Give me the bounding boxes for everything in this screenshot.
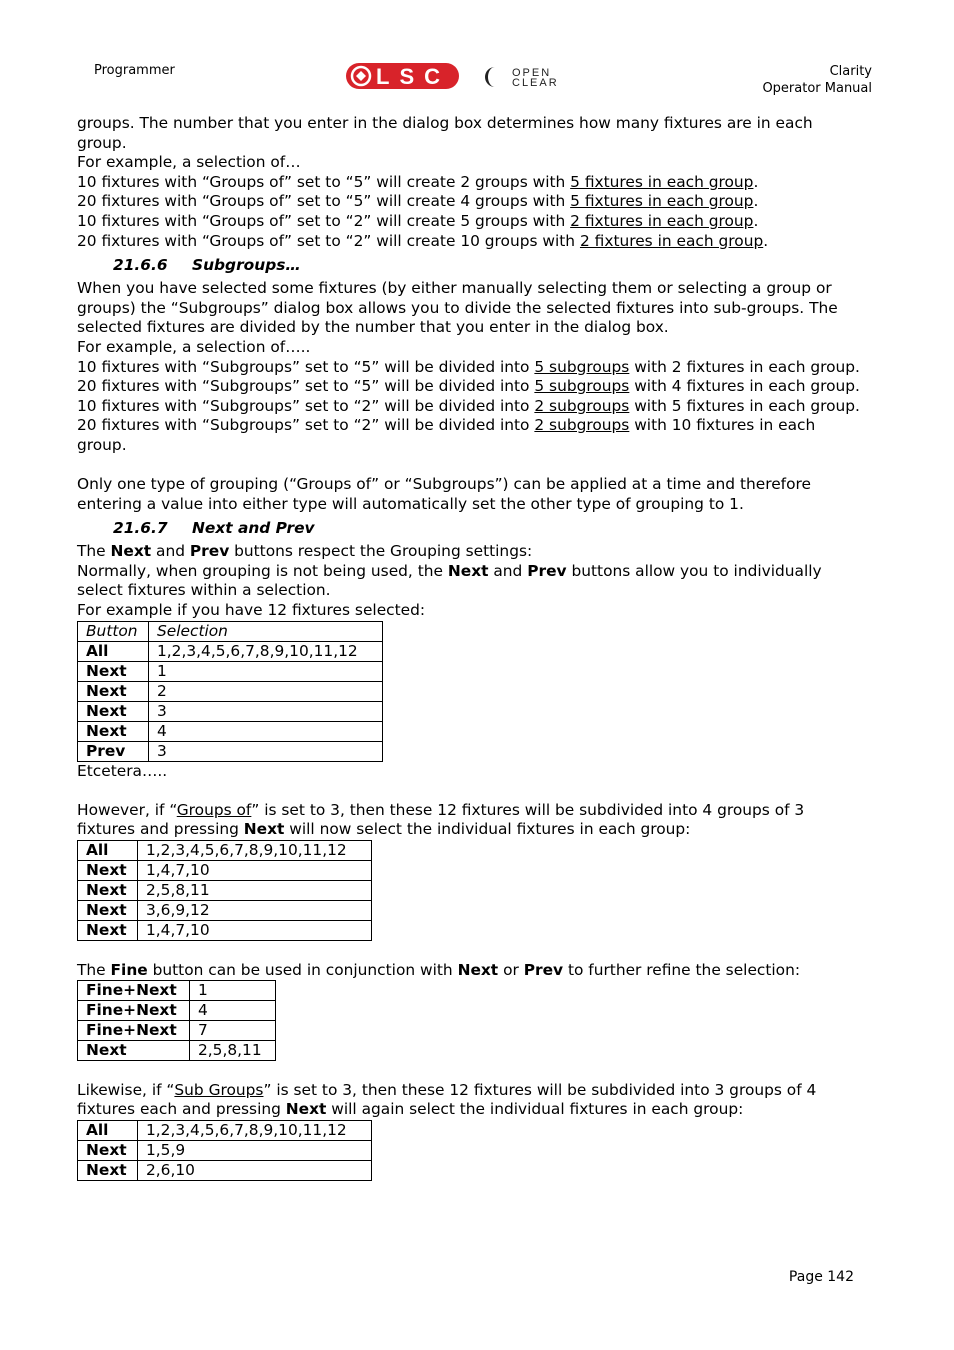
grouping-note: Only one type of grouping (“Groups of” or “Subgroups”) can be applied at a time and therefore entering a value into either type will automatically set the other type of grouping to 1.	[77, 475, 811, 513]
groups-of-para: However, if “Groups of” is set to 3, then these 12 fixtures will be subdivided into 4 groups of 3 fixtures and pressing Next will now select the individual fixtures in each group:	[77, 800, 805, 839]
table-row: Next 1	[78, 661, 383, 681]
subgroups-para: When you have selected some fixtures (by either manually selecting them or selecting a group or groups) the “Subgroups” dialog box allows you to divide the selected fixtures into sub-groups. The selected fixtures are divided by the number that you enter in the dialog box.	[77, 279, 838, 337]
openclear-bottom: CLEAR	[512, 77, 559, 89]
table-row: Next 4	[78, 721, 383, 741]
table-row: Next 2,5,8,11	[78, 1041, 276, 1061]
selection-table-4	[77, 1120, 372, 1181]
manual-name: Operator Manual	[762, 81, 872, 96]
selection-table-1	[77, 621, 383, 762]
table-row: Next 2	[78, 681, 383, 701]
page-number: Page 142	[788, 1269, 854, 1285]
header-section: Programmer	[94, 63, 175, 78]
header-logos	[345, 62, 580, 96]
table-row: All 1,2,3,4,5,6,7,8,9,10,11,12	[78, 1121, 372, 1141]
subgroups-example-1: 10 fixtures with “Subgroups” set to “5” will be divided into 5 subgroups with 2 fixtures in each group.	[77, 357, 860, 376]
intro-para: groups. The number that you enter in the dialog box determines how many fixtures are in each group.	[77, 114, 813, 152]
table-row: Fine+Next 1	[78, 981, 276, 1001]
table-header-row: Button Selection	[78, 621, 383, 641]
fine-para: The Fine button can be used in conjunction with Next or Prev to further refine the selection:	[77, 960, 801, 979]
table-row: All 1,2,3,4,5,6,7,8,9,10,11,12	[78, 841, 372, 861]
product-name: Clarity	[829, 64, 872, 79]
subgroups-example-4: 20 fixtures with “Subgroups” set to “2” will be divided into 2 subgroups with 10 fixtures in each group.	[77, 416, 816, 454]
intro-example-2: 20 fixtures with “Groups of” set to “5” will create 4 groups with 5 fixtures in each group.	[77, 192, 759, 211]
table-row: All 1,2,3,4,5,6,7,8,9,10,11,12	[78, 641, 383, 661]
table-row: Next 1,4,7,10	[78, 921, 372, 941]
header-right	[762, 63, 872, 97]
subgroups-example-2: 20 fixtures with “Subgroups” set to “5” will be divided into 5 subgroups with 4 fixtures in each group.	[77, 377, 860, 396]
next-prev-para-1: The Next and Prev buttons respect the Grouping settings:	[77, 542, 533, 561]
intro-example-1: 10 fixtures with “Groups of” set to “5” will create 2 groups with 5 fixtures in each group.	[77, 172, 759, 191]
etcetera: Etcetera…..	[77, 761, 168, 780]
selection-table-2	[77, 840, 372, 941]
next-prev-para-2: Normally, when grouping is not being used, the Next and Prev buttons allow you to individually select fixtures within a selection.	[77, 561, 822, 600]
intro-example-3: 10 fixtures with “Groups of” set to “2” will create 5 groups with 2 fixtures in each group.	[77, 211, 759, 230]
lsc-logo-text: LSC	[376, 64, 450, 89]
table-row: Next 1,5,9	[78, 1141, 372, 1161]
heading-next-prev: 21.6.7 Next and Prev	[113, 519, 315, 538]
subgroups-example-3: 10 fixtures with “Subgroups” set to “2” will be divided into 2 subgroups with 5 fixtures in each group.	[77, 396, 860, 415]
selection-table-3	[77, 980, 276, 1061]
intro-example-4: 20 fixtures with “Groups of” set to “2” will create 10 groups with 2 fixtures in each group.	[77, 231, 769, 250]
heading-subgroups: 21.6.6 Subgroups…	[113, 256, 301, 275]
openclear-top: OPEN	[512, 67, 552, 79]
intro-example-label: For example, a selection of…	[77, 153, 301, 172]
table-row: Next 1,4,7,10	[78, 861, 372, 881]
table-row: Next 2,6,10	[78, 1161, 372, 1181]
table-row: Prev 3	[78, 741, 383, 761]
table-row: Next 3	[78, 701, 383, 721]
next-prev-para-3: For example if you have 12 fixtures selected:	[77, 601, 426, 620]
table-row: Next 2,5,8,11	[78, 881, 372, 901]
subgroups-example-label: For example, a selection of…..	[77, 337, 311, 356]
lsc-openclear-logo	[345, 62, 580, 92]
page-content	[77, 114, 862, 1181]
table-row: Fine+Next 7	[78, 1021, 276, 1041]
sub-groups-para: Likewise, if “Sub Groups” is set to 3, then these 12 fixtures will be subdivided into 3 groups of 4 fixtures each and pressing Next will again select the individual fixtures in each group:	[77, 1080, 817, 1119]
table-row: Fine+Next 4	[78, 1001, 276, 1021]
table-row: Next 3,6,9,12	[78, 901, 372, 921]
